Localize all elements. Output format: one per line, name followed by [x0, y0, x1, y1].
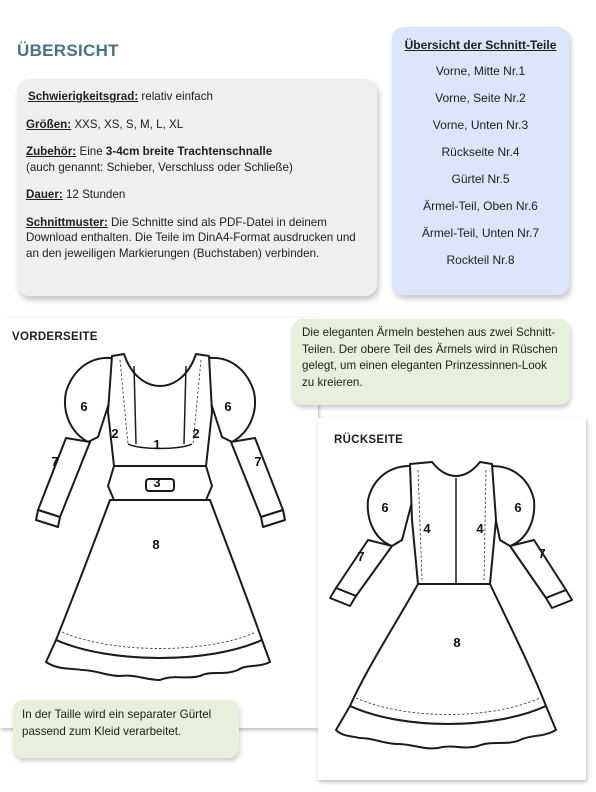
- parts-item: Ärmel-Teil, Unten Nr.7: [421, 226, 540, 240]
- parts-heading: Übersicht der Schnitt-Teile: [404, 38, 557, 52]
- duration-line: [26, 187, 367, 203]
- sleeve-note: Die eleganten Ärmeln bestehen aus zwei Schnitt-Teilen. Der obere Teil des Ärmels wird in Rüschen gelegt, um einen eleganten Prinzessinnen-Look zu kreieren.: [292, 319, 570, 405]
- front-sleeve-top-left: [65, 358, 112, 442]
- front-label-center: 1: [153, 437, 161, 452]
- parts-item: Rückseite Nr.4: [441, 145, 520, 159]
- front-label-side-left: 2: [111, 426, 119, 441]
- parts-item: Ärmel-Teil, Oben Nr.6: [423, 199, 538, 213]
- difficulty-line: [26, 89, 367, 105]
- page-title: ÜBERSICHT: [17, 41, 119, 60]
- pattern-value: Die Schnitte sind als PDF-Datei in deinem Download enthalten. Die Teile im DinA4-Format ausdrucken und an den jeweiligen Markierungen (Buchstaben) verbinden.: [26, 215, 356, 260]
- front-title: VORDERSEITE: [12, 331, 98, 343]
- parts-item: Gürtel Nr.5: [451, 172, 510, 186]
- belt-note: In der Taille wird ein separater Gürtel passend zum Kleid verarbeitet.: [13, 700, 239, 758]
- front-label-skirt: 8: [152, 537, 160, 552]
- front-sleeve-lower-right: [231, 438, 283, 517]
- front-label-lower: 3: [153, 475, 161, 490]
- accessory-note: (auch genannt: Schieber, Verschluss oder Schließe): [26, 160, 293, 174]
- back-dress-drawing: [318, 418, 586, 780]
- back-label-sleeve-top-left: 6: [381, 500, 389, 515]
- front-label-sleeve-bottom-right: 7: [254, 454, 262, 469]
- parts-item: Vorne, Seite Nr.2: [435, 91, 526, 105]
- parts-item: Rockteil Nr.8: [446, 253, 515, 267]
- front-label-sleeve-bottom-left: 7: [51, 454, 59, 469]
- front-sleeve-top-right: [209, 358, 255, 442]
- front-dress-drawing: [0, 318, 318, 728]
- accessory-bold: 3-4cm breite Trachtenschnalle: [105, 145, 273, 158]
- back-label-sleeve-bottom-right: 7: [538, 546, 546, 561]
- parts-item: Vorne, Mitte Nr.1: [435, 64, 526, 78]
- parts-item: Vorne, Unten Nr.3: [432, 118, 529, 132]
- front-sleeve-lower-left: [38, 438, 90, 517]
- back-title: RÜCKSEITE: [334, 434, 404, 446]
- front-label-sleeve-top-left: 6: [80, 399, 88, 414]
- front-skirt: [56, 500, 262, 658]
- pattern-line: [26, 215, 367, 262]
- front-label-side-right: 2: [192, 426, 200, 441]
- pattern-label: Schnittmuster:: [26, 215, 108, 229]
- back-label-left: 4: [423, 521, 431, 536]
- back-skirt: [350, 584, 546, 724]
- sizes-line: [26, 117, 367, 133]
- front-label-sleeve-top-right: 6: [224, 399, 232, 414]
- difficulty-value: relativ einfach: [138, 90, 213, 103]
- back-label-sleeve-top-right: 6: [514, 500, 522, 515]
- parts-overview: [392, 27, 569, 295]
- back-sleeve-top-left: [368, 466, 412, 546]
- back-label-right: 4: [476, 521, 484, 536]
- back-sleeve-top-right: [492, 466, 534, 546]
- accessory-line: [26, 144, 367, 175]
- sizes-value: XXS, XS, S, M, L, XL: [71, 117, 184, 131]
- back-label-skirt: 8: [453, 635, 461, 650]
- info-box: [17, 79, 377, 296]
- sizes-label: Größen:: [26, 117, 72, 131]
- accessory-label: Zubehör:: [26, 145, 77, 158]
- difficulty-label: Schwierigkeitsgrad:: [28, 90, 139, 103]
- back-label-sleeve-bottom-left: 7: [357, 549, 365, 564]
- accessory-pre: Eine: [76, 145, 106, 158]
- duration-label: Dauer:: [26, 188, 63, 201]
- duration-value: 12 Stunden: [62, 188, 126, 201]
